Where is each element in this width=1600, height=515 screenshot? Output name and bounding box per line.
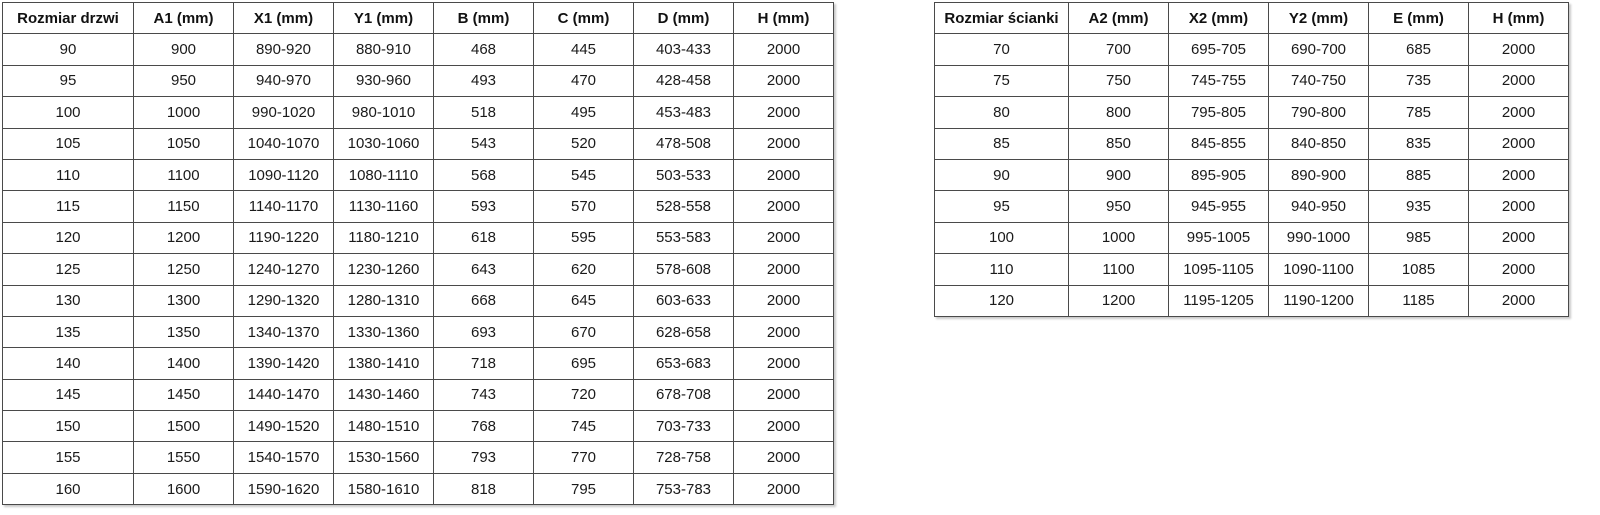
table-cell: 2000	[734, 191, 834, 222]
table-cell: 2000	[734, 222, 834, 253]
table-cell: 1340-1370	[234, 316, 334, 347]
table-row	[3, 348, 834, 379]
table-cell: 595	[534, 222, 634, 253]
table-row	[935, 222, 1569, 253]
table-cell: 603-633	[634, 285, 734, 316]
table-cell: 1530-1560	[334, 442, 434, 473]
table-row	[3, 128, 834, 159]
table-cell: 568	[434, 159, 534, 190]
table-cell: 850	[1069, 128, 1169, 159]
column-header: H (mm)	[734, 3, 834, 34]
column-header: B (mm)	[434, 3, 534, 34]
table-cell: 980-1010	[334, 97, 434, 128]
table-cell: 90	[3, 34, 134, 65]
table-row	[3, 222, 834, 253]
table-cell: 1550	[134, 442, 234, 473]
table-cell: 645	[534, 285, 634, 316]
table-cell: 1100	[1069, 254, 1169, 285]
table-cell: 2000	[1469, 285, 1569, 316]
column-header: Rozmiar drzwi	[3, 3, 134, 34]
table-cell: 1000	[134, 97, 234, 128]
table-cell: 1200	[134, 222, 234, 253]
table-cell: 95	[935, 191, 1069, 222]
table-row	[3, 316, 834, 347]
table-cell: 793	[434, 442, 534, 473]
table-cell: 570	[534, 191, 634, 222]
table-cell: 653-683	[634, 348, 734, 379]
table-cell: 2000	[734, 128, 834, 159]
table-cell: 935	[1369, 191, 1469, 222]
table-cell: 753-783	[634, 473, 734, 504]
table-cell: 620	[534, 254, 634, 285]
table-cell: 690-700	[1269, 34, 1369, 65]
table-cell: 495	[534, 97, 634, 128]
table-cell: 100	[3, 97, 134, 128]
table-cell: 2000	[1469, 254, 1569, 285]
table-cell: 125	[3, 254, 134, 285]
table-row	[935, 254, 1569, 285]
table-row	[3, 159, 834, 190]
table-cell: 890-900	[1269, 159, 1369, 190]
table-cell: 503-533	[634, 159, 734, 190]
table-cell: 85	[935, 128, 1069, 159]
table-cell: 1280-1310	[334, 285, 434, 316]
table-cell: 1240-1270	[234, 254, 334, 285]
table-cell: 668	[434, 285, 534, 316]
table-cell: 695-705	[1169, 34, 1269, 65]
table-cell: 885	[1369, 159, 1469, 190]
table-cell: 845-855	[1169, 128, 1269, 159]
table-cell: 1430-1460	[334, 379, 434, 410]
table-cell: 115	[3, 191, 134, 222]
column-header: C (mm)	[534, 3, 634, 34]
table-cell: 2000	[734, 159, 834, 190]
table-cell: 493	[434, 65, 534, 96]
table-cell: 990-1020	[234, 97, 334, 128]
table-cell: 2000	[734, 379, 834, 410]
table-row	[935, 34, 1569, 65]
table-cell: 593	[434, 191, 534, 222]
table-cell: 520	[534, 128, 634, 159]
table-row	[935, 128, 1569, 159]
table-cell: 695	[534, 348, 634, 379]
column-header: A1 (mm)	[134, 3, 234, 34]
table-cell: 895-905	[1169, 159, 1269, 190]
table-cell: 795-805	[1169, 97, 1269, 128]
column-header: X1 (mm)	[234, 3, 334, 34]
table-cell: 2000	[1469, 97, 1569, 128]
table-cell: 703-733	[634, 411, 734, 442]
table-cell: 1130-1160	[334, 191, 434, 222]
table-cell: 105	[3, 128, 134, 159]
table-cell: 1490-1520	[234, 411, 334, 442]
table-cell: 880-910	[334, 34, 434, 65]
table-cell: 720	[534, 379, 634, 410]
table-cell: 945-955	[1169, 191, 1269, 222]
table-cell: 940-970	[234, 65, 334, 96]
table-cell: 545	[534, 159, 634, 190]
table-cell: 2000	[1469, 128, 1569, 159]
table-cell: 1140-1170	[234, 191, 334, 222]
table-cell: 453-483	[634, 97, 734, 128]
table-cell: 1290-1320	[234, 285, 334, 316]
table-cell: 2000	[1469, 65, 1569, 96]
doors-header-row	[3, 3, 834, 34]
table-cell: 818	[434, 473, 534, 504]
table-cell: 1300	[134, 285, 234, 316]
table-cell: 110	[935, 254, 1069, 285]
table-cell: 930-960	[334, 65, 434, 96]
table-cell: 1085	[1369, 254, 1469, 285]
column-header: E (mm)	[1369, 3, 1469, 34]
table-cell: 1590-1620	[234, 473, 334, 504]
table-cell: 1195-1205	[1169, 285, 1269, 316]
table-cell: 670	[534, 316, 634, 347]
column-header: Y2 (mm)	[1269, 3, 1369, 34]
table-cell: 628-658	[634, 316, 734, 347]
table-cell: 835	[1369, 128, 1469, 159]
table-cell: 130	[3, 285, 134, 316]
table-cell: 145	[3, 379, 134, 410]
table-cell: 900	[134, 34, 234, 65]
table-cell: 700	[1069, 34, 1169, 65]
table-cell: 578-608	[634, 254, 734, 285]
table-cell: 2000	[1469, 222, 1569, 253]
table-cell: 750	[1069, 65, 1169, 96]
table-cell: 2000	[734, 442, 834, 473]
table-cell: 2000	[734, 97, 834, 128]
table-cell: 2000	[734, 285, 834, 316]
table-cell: 1100	[134, 159, 234, 190]
table-cell: 1540-1570	[234, 442, 334, 473]
table-cell: 403-433	[634, 34, 734, 65]
table-cell: 745	[534, 411, 634, 442]
table-cell: 2000	[734, 34, 834, 65]
table-cell: 1190-1220	[234, 222, 334, 253]
table-cell: 1400	[134, 348, 234, 379]
table-cell: 1230-1260	[334, 254, 434, 285]
table-cell: 95	[3, 65, 134, 96]
table-cell: 75	[935, 65, 1069, 96]
table-row	[935, 159, 1569, 190]
table-cell: 785	[1369, 97, 1469, 128]
table-cell: 90	[935, 159, 1069, 190]
table-row	[935, 285, 1569, 316]
table-cell: 1250	[134, 254, 234, 285]
table-cell: 795	[534, 473, 634, 504]
table-cell: 160	[3, 473, 134, 504]
table-cell: 2000	[1469, 34, 1569, 65]
table-cell: 120	[3, 222, 134, 253]
table-cell: 70	[935, 34, 1069, 65]
table-cell: 770	[534, 442, 634, 473]
table-cell: 1500	[134, 411, 234, 442]
table-cell: 840-850	[1269, 128, 1369, 159]
table-cell: 1480-1510	[334, 411, 434, 442]
table-cell: 1080-1110	[334, 159, 434, 190]
table-cell: 2000	[734, 473, 834, 504]
table-cell: 1180-1210	[334, 222, 434, 253]
table-cell: 1350	[134, 316, 234, 347]
table-cell: 718	[434, 348, 534, 379]
table-cell: 1030-1060	[334, 128, 434, 159]
table-cell: 1000	[1069, 222, 1169, 253]
table-cell: 743	[434, 379, 534, 410]
table-cell: 1090-1100	[1269, 254, 1369, 285]
table-cell: 890-920	[234, 34, 334, 65]
table-cell: 1390-1420	[234, 348, 334, 379]
table-cell: 2000	[734, 348, 834, 379]
table-cell: 1040-1070	[234, 128, 334, 159]
table-cell: 110	[3, 159, 134, 190]
table-row	[3, 442, 834, 473]
table-cell: 518	[434, 97, 534, 128]
door-sizes-table	[2, 2, 834, 505]
table-cell: 1600	[134, 473, 234, 504]
table-cell: 553-583	[634, 222, 734, 253]
table-row	[935, 191, 1569, 222]
table-cell: 1190-1200	[1269, 285, 1369, 316]
table-cell: 985	[1369, 222, 1469, 253]
table-row	[3, 379, 834, 410]
table-cell: 728-758	[634, 442, 734, 473]
table-cell: 100	[935, 222, 1069, 253]
table-cell: 135	[3, 316, 134, 347]
table-row	[3, 34, 834, 65]
table-cell: 120	[935, 285, 1069, 316]
column-header: D (mm)	[634, 3, 734, 34]
table-cell: 1095-1105	[1169, 254, 1269, 285]
table-cell: 150	[3, 411, 134, 442]
table-cell: 643	[434, 254, 534, 285]
table-cell: 790-800	[1269, 97, 1369, 128]
table-cell: 478-508	[634, 128, 734, 159]
table-cell: 1090-1120	[234, 159, 334, 190]
table-cell: 768	[434, 411, 534, 442]
table-cell: 468	[434, 34, 534, 65]
table-row	[3, 97, 834, 128]
table-row	[3, 411, 834, 442]
table-row	[3, 473, 834, 504]
table-cell: 1580-1610	[334, 473, 434, 504]
table-row	[3, 191, 834, 222]
table-cell: 1200	[1069, 285, 1169, 316]
table-cell: 950	[1069, 191, 1169, 222]
table-cell: 1185	[1369, 285, 1469, 316]
table-cell: 800	[1069, 97, 1169, 128]
table-cell: 693	[434, 316, 534, 347]
table-cell: 995-1005	[1169, 222, 1269, 253]
table-row	[3, 254, 834, 285]
table-cell: 470	[534, 65, 634, 96]
table-cell: 80	[935, 97, 1069, 128]
column-header: H (mm)	[1469, 3, 1569, 34]
wall-panel-sizes-table	[934, 2, 1569, 317]
table-cell: 2000	[734, 411, 834, 442]
walls-header-row	[935, 3, 1569, 34]
table-cell: 445	[534, 34, 634, 65]
table-cell: 2000	[734, 65, 834, 96]
table-cell: 428-458	[634, 65, 734, 96]
table-row	[3, 65, 834, 96]
table-cell: 1050	[134, 128, 234, 159]
table-cell: 1450	[134, 379, 234, 410]
table-cell: 1150	[134, 191, 234, 222]
table-cell: 1330-1360	[334, 316, 434, 347]
table-cell: 745-755	[1169, 65, 1269, 96]
table-cell: 2000	[1469, 159, 1569, 190]
table-cell: 155	[3, 442, 134, 473]
table-cell: 990-1000	[1269, 222, 1369, 253]
table-cell: 1440-1470	[234, 379, 334, 410]
table-cell: 618	[434, 222, 534, 253]
table-row	[3, 285, 834, 316]
table-cell: 678-708	[634, 379, 734, 410]
column-header: Rozmiar ścianki	[935, 3, 1069, 34]
table-row	[935, 65, 1569, 96]
column-header: A2 (mm)	[1069, 3, 1169, 34]
table-cell: 2000	[1469, 191, 1569, 222]
column-header: Y1 (mm)	[334, 3, 434, 34]
table-cell: 900	[1069, 159, 1169, 190]
table-cell: 1380-1410	[334, 348, 434, 379]
column-header: X2 (mm)	[1169, 3, 1269, 34]
table-cell: 543	[434, 128, 534, 159]
table-cell: 2000	[734, 316, 834, 347]
table-cell: 140	[3, 348, 134, 379]
table-cell: 950	[134, 65, 234, 96]
table-row	[935, 97, 1569, 128]
table-cell: 685	[1369, 34, 1469, 65]
table-cell: 735	[1369, 65, 1469, 96]
table-cell: 740-750	[1269, 65, 1369, 96]
table-cell: 940-950	[1269, 191, 1369, 222]
table-cell: 2000	[734, 254, 834, 285]
table-cell: 528-558	[634, 191, 734, 222]
